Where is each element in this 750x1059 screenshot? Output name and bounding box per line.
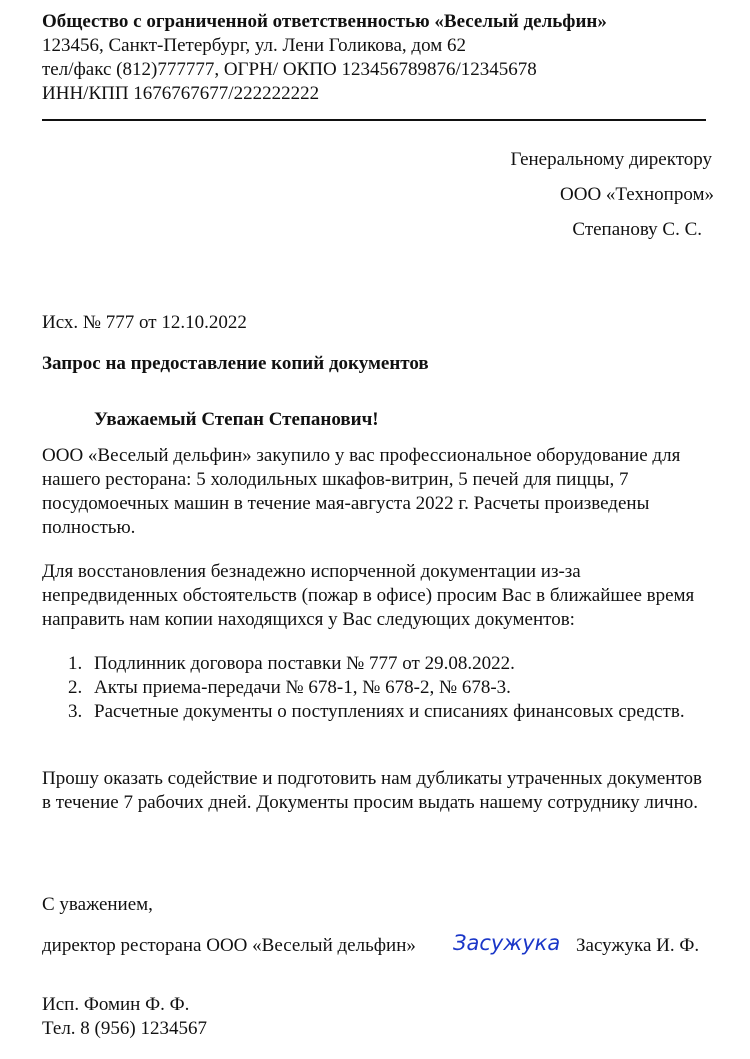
company-contacts: тел/факс (812)777777, ОГРН/ ОКПО 123456789876/12345678 [42,59,537,80]
addressee-name: Степанову С. С. [572,219,702,240]
salutation: Уважаемый Степан Степанович! [94,409,379,430]
addressee-position: Генеральному директору [510,149,712,170]
company-address: 123456, Санкт-Петербург, ул. Лени Голикова, дом 62 [42,35,467,56]
paragraph-request: Для восстановления безнадежно испорченной документации из-за непредвиденных обстоятельств (пожар в офисе) просим Вас в ближайшее время направить нам копии находящихся у Вас следующих документов: [42,561,695,630]
list-item-text: Акты приема-передачи № 678-1, № 678-2, № 678-3. [94,677,511,698]
executor-name: Исп. Фомин Ф. Ф. [42,994,190,1015]
list-item-text: Подлинник договора поставки № 777 от 29.08.2022. [94,653,515,674]
executor-phone: Тел. 8 (956) 1234567 [42,1018,207,1039]
outgoing-reference: Исх. № 777 от 12.10.2022 [42,312,247,333]
list-item-number: 1. [68,653,83,674]
letter-subject: Запрос на предоставление копий документов [42,353,429,374]
list-item-number: 2. [68,677,83,698]
letterhead [42,10,710,106]
signer-role: директор ресторана ООО «Веселый дельфин» [42,935,416,956]
handwritten-signature: Засужука [453,931,561,955]
list-item-text: Расчетные документы о поступлениях и списаниях финансовых средств. [94,701,685,722]
list-item [42,676,710,700]
paragraph-purchase: ООО «Веселый дельфин» закупило у вас профессиональное оборудование для нашего ресторана: 5 холодильных шкафов-витрин, 5 печей для пиццы, 7 посудомоечных машин в течение мая-августа 2022 г. Расчеты произведены полностью. [42,445,681,538]
documents-list [42,652,710,724]
signer-name: Засужука И. Ф. [576,935,700,956]
closing-phrase: С уважением, [42,894,153,915]
company-tax-ids: ИНН/КПП 1676767677/222222222 [42,83,320,104]
list-item [42,700,710,724]
list-item-number: 3. [68,701,83,722]
addressee-company: ООО «Технопром» [560,184,714,205]
list-item [42,652,710,676]
letterhead-divider [42,119,706,121]
company-name: Общество с ограниченной ответственностью «Веселый дельфин» [42,11,607,32]
signature-block [42,931,710,960]
paragraph-assistance: Прошу оказать содействие и подготовить нам дубликаты утраченных документов в течение 7 рабочих дней. Документы просим выдать нашему сотруднику лично. [42,768,702,813]
